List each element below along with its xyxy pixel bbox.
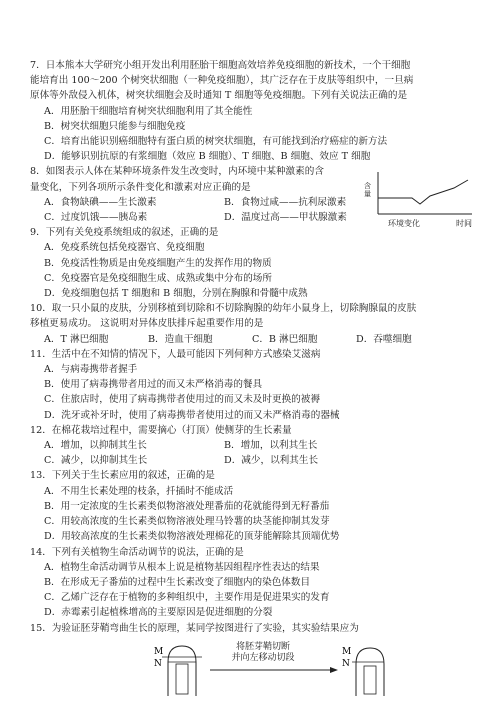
- hormone-graph: [364, 168, 476, 230]
- q7-stem: 原体等外敌侵入机体，树突状细胞会及时通知 T 细胞等免疫细胞。下列有关说法正确的是: [30, 90, 408, 102]
- q8-option-c: C．过度饥饿——胰岛素: [44, 212, 148, 224]
- question-15: [30, 621, 476, 700]
- coleoptile-left: [168, 646, 196, 696]
- q13-option-b: B．用一定浓度的生长素类似物溶液处理番茄的花就能得到无籽番茄: [44, 500, 330, 512]
- q14-option-c: C．乙烯广泛存在于植物的多种组织中，主要作用是促进果实的发育: [44, 592, 330, 604]
- q10-stem: 移植更易成功。 这说明对异体皮肤排斥起重要作用的是: [30, 318, 264, 330]
- q9-option-d: D．免疫细胞包括 T 细胞和 B 细胞，分别在胸腺和骨髓中成熟: [44, 288, 308, 300]
- q12-option-a: A．增加，以抑制其生长: [44, 440, 147, 452]
- q12-option-d: D．减少，以利其生长: [224, 455, 319, 467]
- q13-option-c: C．用较高浓度的生长素类似物溶液处理马铃薯的块茎能抑制其发芽: [44, 516, 330, 528]
- coleoptile-left-core: [176, 664, 188, 694]
- q7-stem: 7．日本熊本大学研究小组开发出利用胚胎干细胞高效培养免疫细胞的新技术，一个干细胞: [30, 60, 411, 71]
- q8-option-a: A．食物缺碘——生长激素: [44, 196, 157, 208]
- q7-option-a: A．用胚胎干细胞培育树突状细胞利用了其全能性: [44, 105, 253, 117]
- question-9: [30, 225, 476, 301]
- q9-option-c: C．免疫器官是免疫细胞生成、成熟或集中分布的场所: [44, 272, 272, 284]
- q10-stem: 10．取一只小鼠的皮肤，分别移植到切除和不切除胸腺的幼年小鼠身上，切除胸腺鼠的皮肤: [30, 303, 417, 315]
- q13-option-a: A．不用生长素处理的枝条，扦插时不能成活: [44, 485, 234, 497]
- q10-option-c: C．B 淋巴细胞: [252, 333, 318, 345]
- q9-option-b: B．免疫活性物质是由免疫细胞产生的发挥作用的物质: [44, 257, 272, 269]
- q7-option-c: C．培育出能识别癌细胞特有蛋白质的树突状细胞，有可能找到治疗癌症的新方法: [44, 136, 388, 148]
- arrow-label: [218, 642, 308, 664]
- graph-ylabel: 含量: [364, 182, 371, 199]
- label-n-right: N: [342, 658, 350, 669]
- q14-option-a: A．植物生命活动调节从根本上说是植物基因组程序性表达的结果: [44, 561, 320, 573]
- q11-option-c: C．住旅店时，使用了病毒携带者使用过的而又未及时更换的被褥: [44, 394, 320, 406]
- q14-stem: 14．下列有关植物生命活动调节的说法，正确的是: [30, 546, 244, 558]
- label-m-right: M: [342, 646, 352, 657]
- q11-option-d: D．洗牙或补牙时，使用了病毒携带者使用过的而又未严格消毒的器械: [44, 409, 340, 421]
- question-8: [30, 164, 476, 229]
- q7-stem: 能培育出 100～200 个树突状细胞（一种免疫细胞），其广泛存在于皮肤等组织中，一旦病: [30, 75, 414, 87]
- q8-option-d: D．温度过高——甲状腺激素: [224, 212, 347, 224]
- question-12: [30, 423, 476, 469]
- q10-option-a: A．T 淋巴细胞: [44, 333, 109, 345]
- q10-option-d: D．吞噬细胞: [356, 333, 412, 345]
- arrow-label-line1: 将胚芽鞘切断: [235, 641, 290, 652]
- arrow-head: [330, 667, 338, 673]
- q9-stem: 9．下列有关免疫系统组成的叙述，正确的是: [30, 227, 219, 239]
- coleoptile-right: [356, 648, 384, 696]
- question-11: [30, 347, 476, 423]
- graph-xlabel: 环境变化: [388, 219, 420, 229]
- q8-stem: 8．如图表示人体在某种环境条件发生改变时，内环境中某种激素的含: [30, 166, 324, 178]
- hormone-curve: [378, 180, 468, 204]
- q7-option-b: B．树突状细胞只能参与细胞免疫: [44, 120, 186, 132]
- q15-stem: 15．为验证胚芽鞘弯曲生长的原理，某同学按图进行了实验，其实验结果应为: [30, 622, 359, 634]
- label-n-left: N: [154, 658, 162, 669]
- q11-option-a: A．与病毒携带者握手: [44, 364, 138, 376]
- q14-option-d: D．赤霉素引起植株增高的主要原因是促进细胞的分裂: [44, 607, 273, 619]
- question-14: [30, 545, 476, 621]
- hormone-curve-figure: [364, 168, 476, 218]
- q13-option-d: D．用较高浓度的生长素类似物溶液处理棉花的顶芽能解除其顶端优势: [44, 531, 340, 543]
- q11-option-b: B．使用了病毒携带者用过的而又未严格消毒的餐具: [44, 379, 263, 391]
- coleoptile-right-core: [364, 666, 376, 694]
- q7-option-d: D．能够识别抗原的有浆细胞（效应 B 细胞）、T 细胞、B 细胞、效应 T 细胞: [44, 151, 371, 163]
- question-7: [30, 58, 476, 164]
- coleoptile-experiment-figure: [30, 640, 476, 700]
- question-10: [30, 301, 476, 347]
- q13-stem: 13．下列关于生长素应用的叙述，正确的是: [30, 470, 215, 482]
- q8-option-b: B．食物过咸——抗利尿激素: [224, 196, 347, 208]
- arrow-label-line2: 并向左移动切段: [231, 652, 295, 663]
- q9-option-a: A．免疫系统包括免疫器官、免疫细胞: [44, 242, 205, 254]
- q11-stem: 11．生活中在不知情的情况下，人最可能因下列何种方式感染艾滋病: [30, 348, 321, 360]
- q8-stem: 量变化，下列各项所示条件变化和激素对应正确的是: [30, 181, 251, 193]
- q12-option-b: B．增加，以利其生长: [224, 440, 318, 452]
- q14-option-b: B．在形成无子番茄的过程中生长素改变了细胞内的染色体数目: [44, 576, 311, 588]
- q12-stem: 12．在棉花栽培过程中，需要摘心（打顶）使侧芽的生长素量: [30, 424, 292, 436]
- q12-option-c: C．减少，以抑制其生长: [44, 455, 148, 467]
- label-m-left: M: [154, 646, 164, 657]
- question-13: [30, 468, 476, 544]
- graph-tlabel: 时间: [456, 219, 472, 229]
- q10-option-b: B．造血干细胞: [148, 333, 213, 345]
